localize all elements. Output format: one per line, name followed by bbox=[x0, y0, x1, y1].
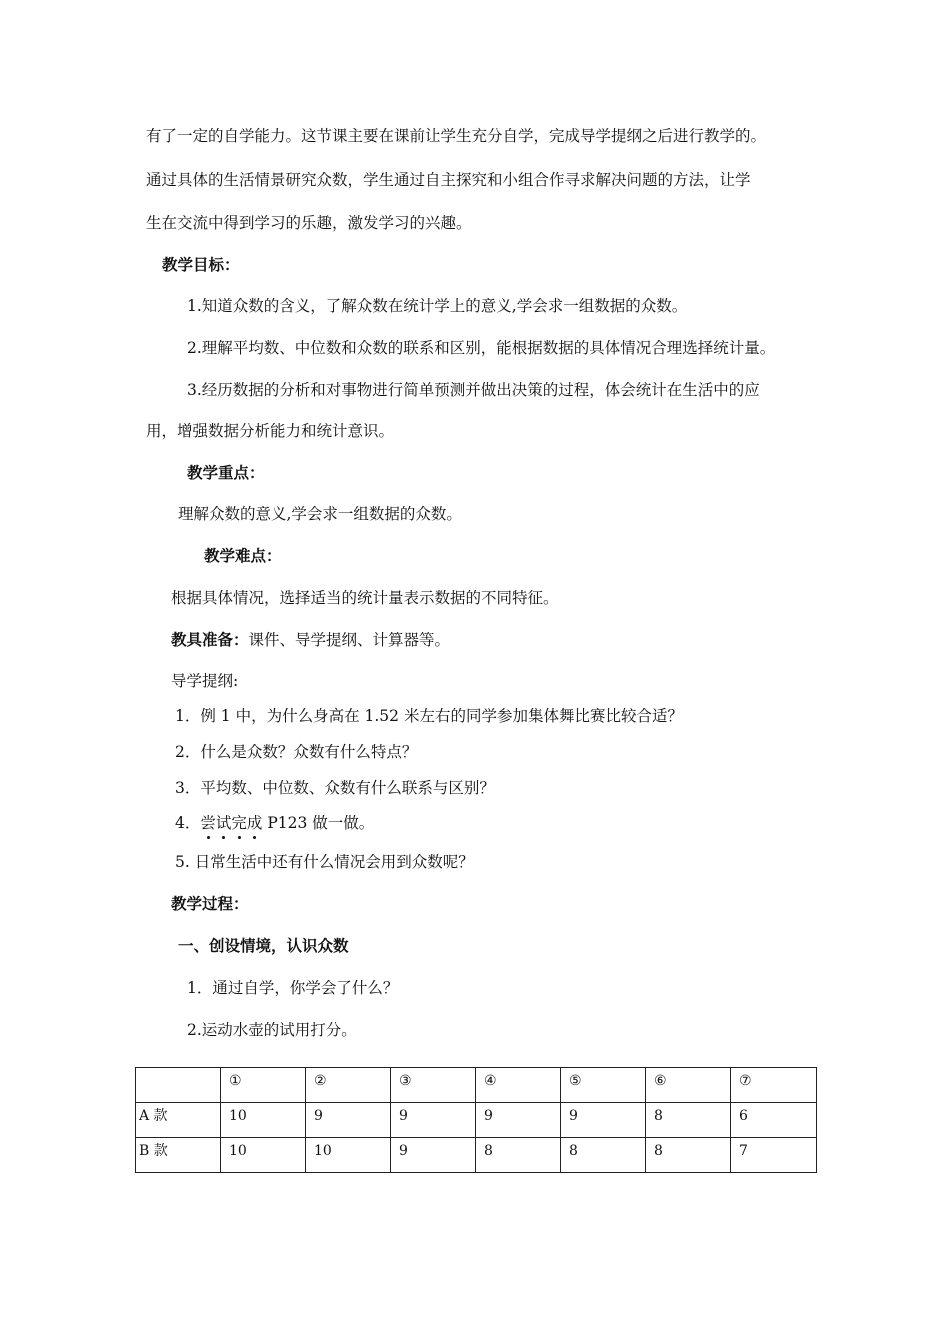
process-heading: 教学过程： bbox=[171, 895, 249, 913]
objectives-heading: 教学目标： bbox=[162, 256, 240, 274]
table-cell: 10 bbox=[306, 1138, 391, 1173]
section-1-heading: 一、创设情境，认识众数 bbox=[178, 937, 349, 955]
table-cell: 10 bbox=[221, 1138, 306, 1173]
objective-item-3-line-2: 用，增强数据分析能力和统计意识。 bbox=[146, 422, 395, 440]
table-cell: 7 bbox=[731, 1138, 817, 1173]
outline-question-2: 2．什么是众数？众数有什么特点？ bbox=[175, 743, 418, 761]
table-header-row bbox=[136, 1068, 817, 1103]
table-cell: 8 bbox=[646, 1138, 731, 1173]
table-header-cell: ② bbox=[306, 1068, 391, 1103]
difficulty-text: 根据具体情况，选择适当的统计量表示数据的不同特征。 bbox=[171, 589, 559, 607]
emphasis-char: 尝 bbox=[200, 814, 216, 832]
key-point-text: 理解众数的意义,学会求一组数据的众数。 bbox=[178, 505, 462, 523]
outline-heading: 导学提纲: bbox=[171, 672, 239, 690]
q4-rest: P123 做一做。 bbox=[262, 814, 375, 832]
table-row bbox=[136, 1103, 817, 1138]
key-point-heading: 教学重点： bbox=[187, 464, 265, 482]
table-header-cell bbox=[136, 1068, 221, 1103]
row-label: B 款 bbox=[136, 1138, 221, 1173]
outline-question-3: 3．平均数、中位数、众数有什么联系与区别？ bbox=[175, 779, 495, 797]
table-header-cell: ③ bbox=[391, 1068, 476, 1103]
score-table bbox=[135, 1067, 817, 1173]
objective-item-2: 2.理解平均数、中位数和众数的联系和区别，能根据数据的具体情况合理选择统计量。 bbox=[187, 339, 776, 357]
process-step-1: 1．通过自学，你学会了什么？ bbox=[187, 979, 399, 997]
table-cell: 10 bbox=[221, 1103, 306, 1138]
table-header-cell: ④ bbox=[476, 1068, 561, 1103]
outline-question-4 bbox=[175, 813, 374, 833]
difficulty-heading: 教学难点： bbox=[204, 547, 282, 565]
tools-label: 教具准备： bbox=[171, 631, 249, 649]
tools-line bbox=[171, 630, 450, 650]
table-cell: 9 bbox=[561, 1103, 646, 1138]
table-cell: 9 bbox=[476, 1103, 561, 1138]
intro-line-3: 生在交流中得到学习的乐趣，激发学习的兴趣。 bbox=[146, 214, 472, 232]
emphasis-char: 试 bbox=[215, 814, 232, 832]
table-cell: 8 bbox=[646, 1103, 731, 1138]
table-header-cell: ⑦ bbox=[731, 1068, 817, 1103]
outline-question-1: 1．例 1 中，为什么身高在 1.52 米左右的同学参加集体舞比赛比较合适？ bbox=[175, 707, 683, 725]
intro-line-2: 通过具体的生活情景研究众数，学生通过自主探究和小组合作寻求解决问题的方法，让学 bbox=[146, 171, 751, 189]
tools-text: 课件、导学提纲、计算器等。 bbox=[248, 631, 451, 649]
table-cell: 8 bbox=[476, 1138, 561, 1173]
table-cell: 8 bbox=[561, 1138, 646, 1173]
table-header-cell: ⑥ bbox=[646, 1068, 731, 1103]
emphasis-char: 完 bbox=[231, 814, 247, 832]
table-cell: 9 bbox=[391, 1103, 476, 1138]
table-cell: 9 bbox=[306, 1103, 391, 1138]
table-header-cell: ⑤ bbox=[561, 1068, 646, 1103]
table-cell: 6 bbox=[731, 1103, 817, 1138]
row-label: A 款 bbox=[136, 1103, 221, 1138]
outline-question-5: 5. 日常生活中还有什么情况会用到众数呢？ bbox=[175, 853, 474, 871]
intro-line-1: 有了一定的自学能力。这节课主要在课前让学生充分自学，完成导学提纲之后进行教学的。 bbox=[146, 127, 767, 145]
objective-item-1: 1.知道众数的含义，了解众数在统计学上的意义,学会求一组数据的众数。 bbox=[187, 297, 688, 315]
table-row bbox=[136, 1138, 817, 1173]
table-header-cell: ① bbox=[221, 1068, 306, 1103]
emphasis-char: 成 bbox=[246, 814, 263, 832]
process-step-2: 2.运动水壶的试用打分。 bbox=[187, 1021, 357, 1039]
table-cell: 9 bbox=[391, 1138, 476, 1173]
objective-item-3-line-1: 3.经历数据的分析和对事物进行简单预测并做出决策的过程，体会统计在生活中的应 bbox=[187, 381, 760, 399]
q4-number: 4． bbox=[175, 814, 201, 832]
